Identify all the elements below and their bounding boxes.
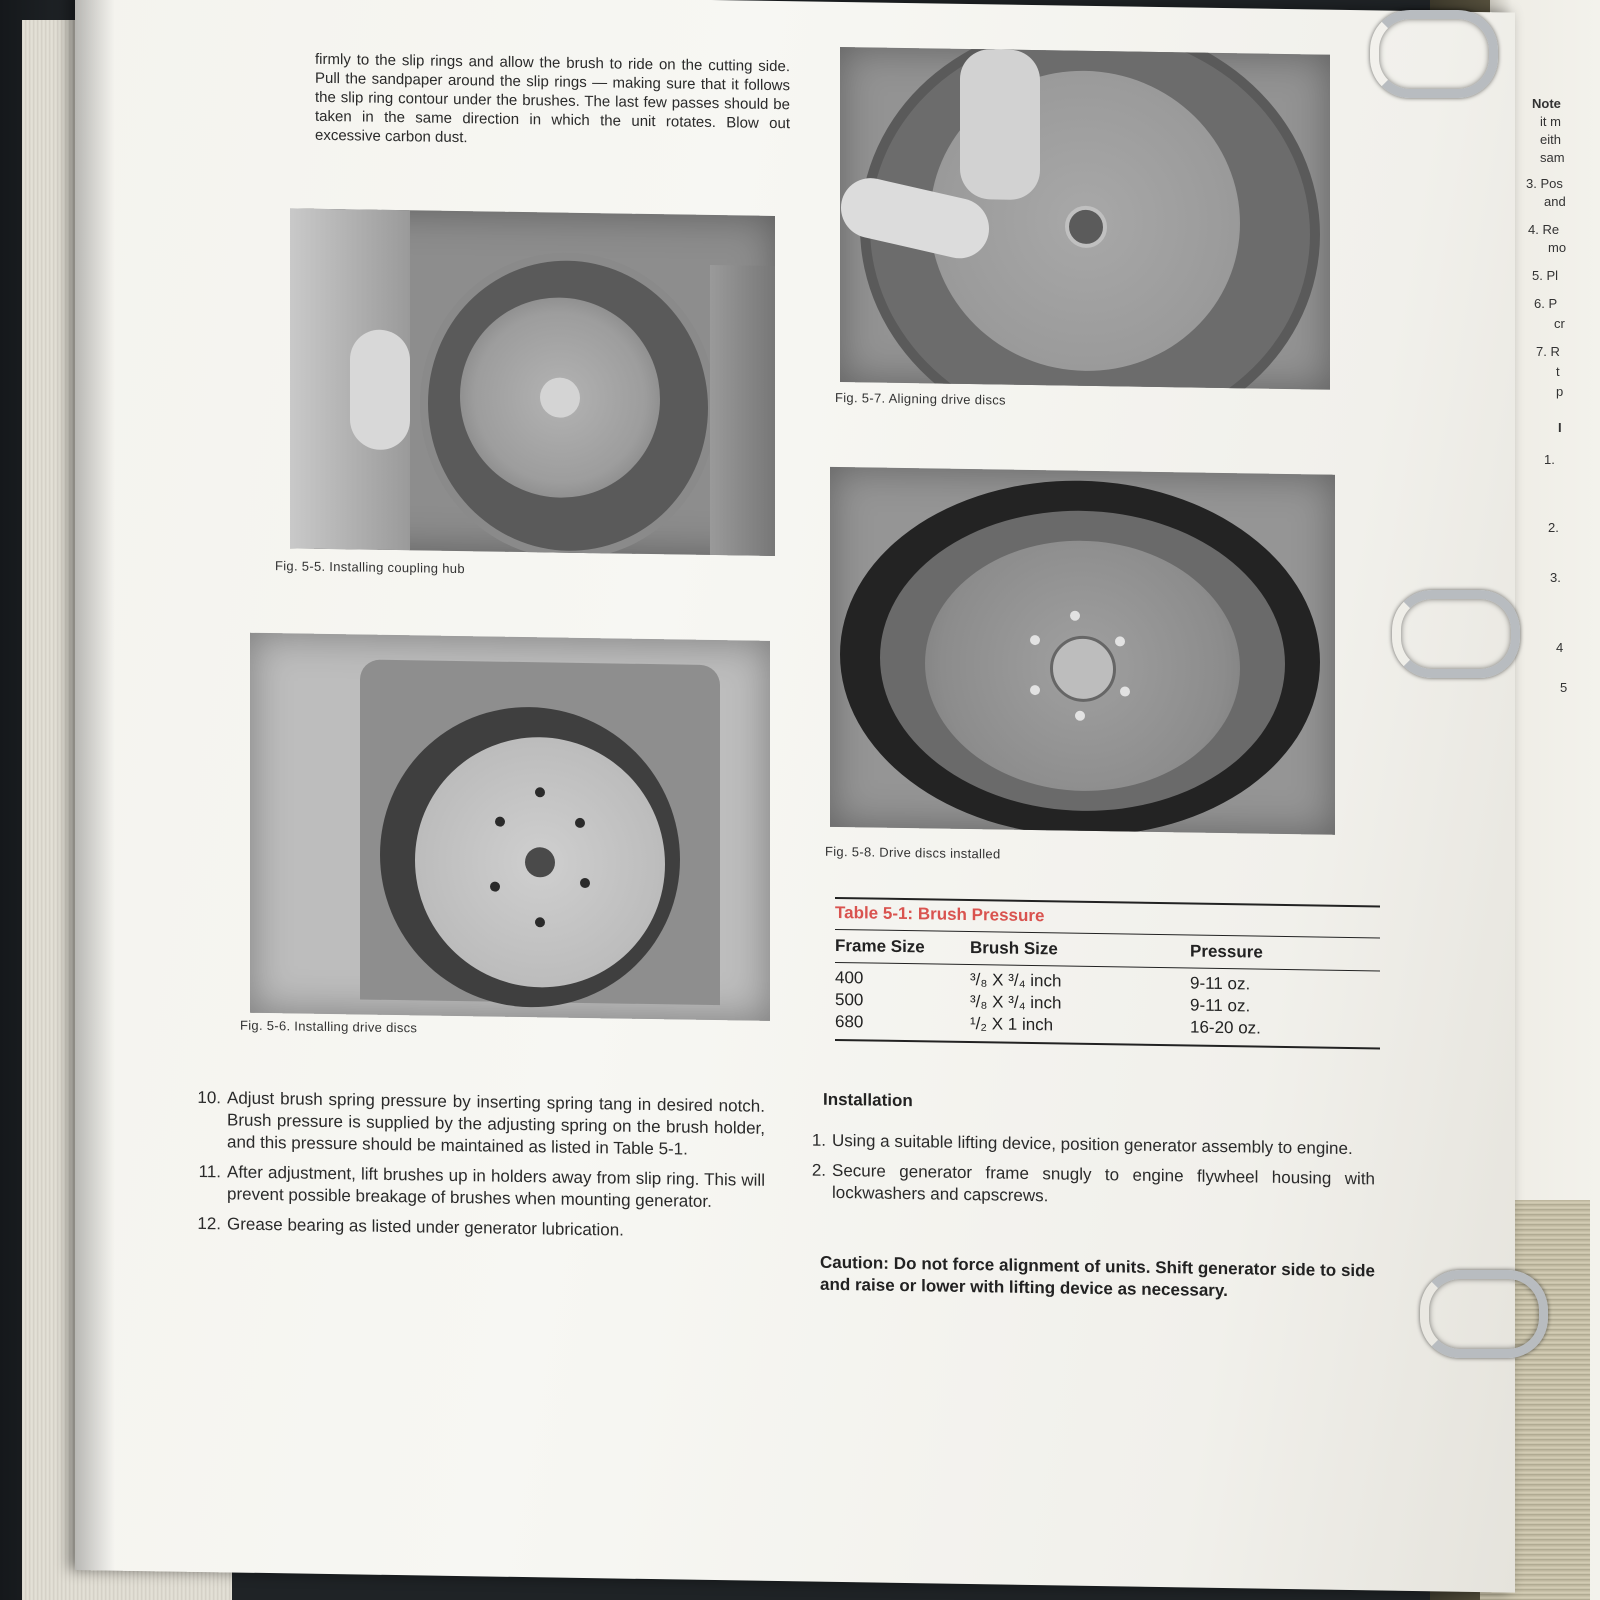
figure-5-5-photo [290,208,775,556]
cell-frame-size: 400 [835,967,864,988]
figure-5-7-caption: Fig. 5-7. Aligning drive discs [835,389,1006,408]
steps-left-list [185,1087,765,1252]
next-page-fragment: 6. P [1534,296,1558,311]
list-item [185,1161,765,1214]
step-number: 10. [197,1087,221,1108]
cell-frame-size: 500 [835,989,864,1010]
step-text: Secure generator frame snugly to engine flywheel housing with lockwashers and capscrews. [832,1160,1375,1206]
figure-5-5-caption: Fig. 5-5. Installing coupling hub [275,558,465,577]
next-page-fragment: I [1558,420,1562,435]
list-item [790,1129,1375,1160]
next-page-fragment: 1. [1544,452,1555,467]
glove [350,329,410,450]
header-pressure: Pressure [1190,941,1263,962]
next-page-fragment: t [1556,364,1560,379]
disc-hub [1065,206,1107,249]
next-page-fragment: it m [1540,114,1561,129]
cell-frame-size: 680 [835,1011,864,1032]
manual-page [75,0,1515,1593]
disc-bolt-hole [575,818,585,828]
next-page-fragment: 5 [1560,680,1568,695]
table-title: Table 5-1: Brush Pressure [835,897,1380,938]
capscrew [1115,636,1125,646]
page-shadow [75,0,115,1571]
cell-pressure: 9-11 oz. [1190,973,1251,994]
figure-5-8-caption: Fig. 5-8. Drive discs installed [825,843,1001,862]
step-number: 1. [811,1130,826,1150]
step-number: 11. [198,1161,221,1182]
table-body [835,963,1380,1050]
disc-bolt-hole [535,917,545,927]
capscrew [1120,686,1130,696]
header-frame-size: Frame Size [835,935,925,957]
next-page-fragment: 3. [1550,570,1561,585]
list-item [185,1213,765,1244]
disc-bolt-hole [580,878,590,888]
next-page-fragment: sam [1540,150,1565,165]
next-page-fragment: cr [1554,316,1565,331]
header-brush-size: Brush Size [970,938,1058,959]
cell-brush-size: ³/₈ X ³/₄ inch [970,970,1062,991]
binder-ring [1392,590,1520,678]
next-page-fragment: p [1556,384,1564,399]
figure-5-8-photo [830,467,1335,835]
brush-pressure-table [835,897,1380,1050]
figure-5-7-photo [840,47,1330,390]
figure-5-6-caption: Fig. 5-6. Installing drive discs [240,1017,418,1036]
step-number: 2. [811,1160,826,1180]
next-page-fragment: 4 [1556,640,1564,655]
generator-body [710,265,775,556]
binder-ring [1370,10,1498,98]
disc-bolt-hole [490,882,500,892]
next-page-fragment: 5. Pl [1532,268,1559,283]
next-page-fragment: 7. R [1536,344,1560,359]
cell-pressure: 9-11 oz. [1190,995,1251,1016]
list-item [185,1087,765,1162]
installation-steps [790,1129,1375,1220]
capscrew [1030,685,1040,695]
cell-brush-size: ³/₈ X ³/₄ inch [970,992,1062,1013]
step-text: Using a suitable lifting device, position generator assembly to engine. [832,1130,1353,1159]
disc-bolt-hole [495,817,505,827]
step-text: After adjustment, lift brushes up in holders away from slip ring. This will prevent possible breakage of brushes when mounting generator. [227,1162,765,1212]
intro-paragraph: firmly to the slip rings and allow the brush to ride on the cutting side. Pull the sandpaper around the slip rings — making sure that it follows the slip ring contour under the brushes. The last few passes should be taken in the same direction in which the unit rotates. Blow out excessive carbon dust. [315,50,790,147]
hub-shaft [540,377,580,418]
step-text: Grease bearing as listed under generator lubrication. [227,1214,624,1240]
disc-hub-bore [525,847,555,877]
disc-bolt-hole [535,787,545,797]
next-page-fragment: Note [1532,96,1561,111]
arm [960,49,1040,200]
installation-heading: Installation [823,1089,913,1111]
step-text: Adjust brush spring pressure by inserting spring tang in desired notch. Brush pressure is supplied by the adjusting spring on the brush holder, and this pressure should be maintained as listed in Table 5-1. [227,1088,765,1159]
next-page-fragment: and [1544,194,1566,209]
cell-brush-size: ¹/₂ X 1 inch [970,1014,1054,1035]
capscrew [1075,711,1085,721]
next-page-fragment: 3. Pos [1526,176,1563,191]
list-item [790,1159,1375,1212]
figure-5-6-photo [250,633,770,1021]
capscrew [1030,635,1040,645]
caution-note: Caution: Do not force alignment of units. Shift generator side to side and raise or lower with lifting device as necessary. [820,1252,1375,1301]
capscrew [1070,611,1080,621]
coupling-hub [1050,635,1116,702]
next-page-fragment: mo [1548,240,1567,255]
next-page-fragment: 4. Re [1528,222,1560,237]
next-page-fragment: eith [1540,132,1561,147]
binder-ring [1420,1270,1548,1358]
step-number: 12. [197,1213,221,1234]
cell-pressure: 16-20 oz. [1190,1017,1261,1038]
next-page-fragment: 2. [1548,520,1559,535]
